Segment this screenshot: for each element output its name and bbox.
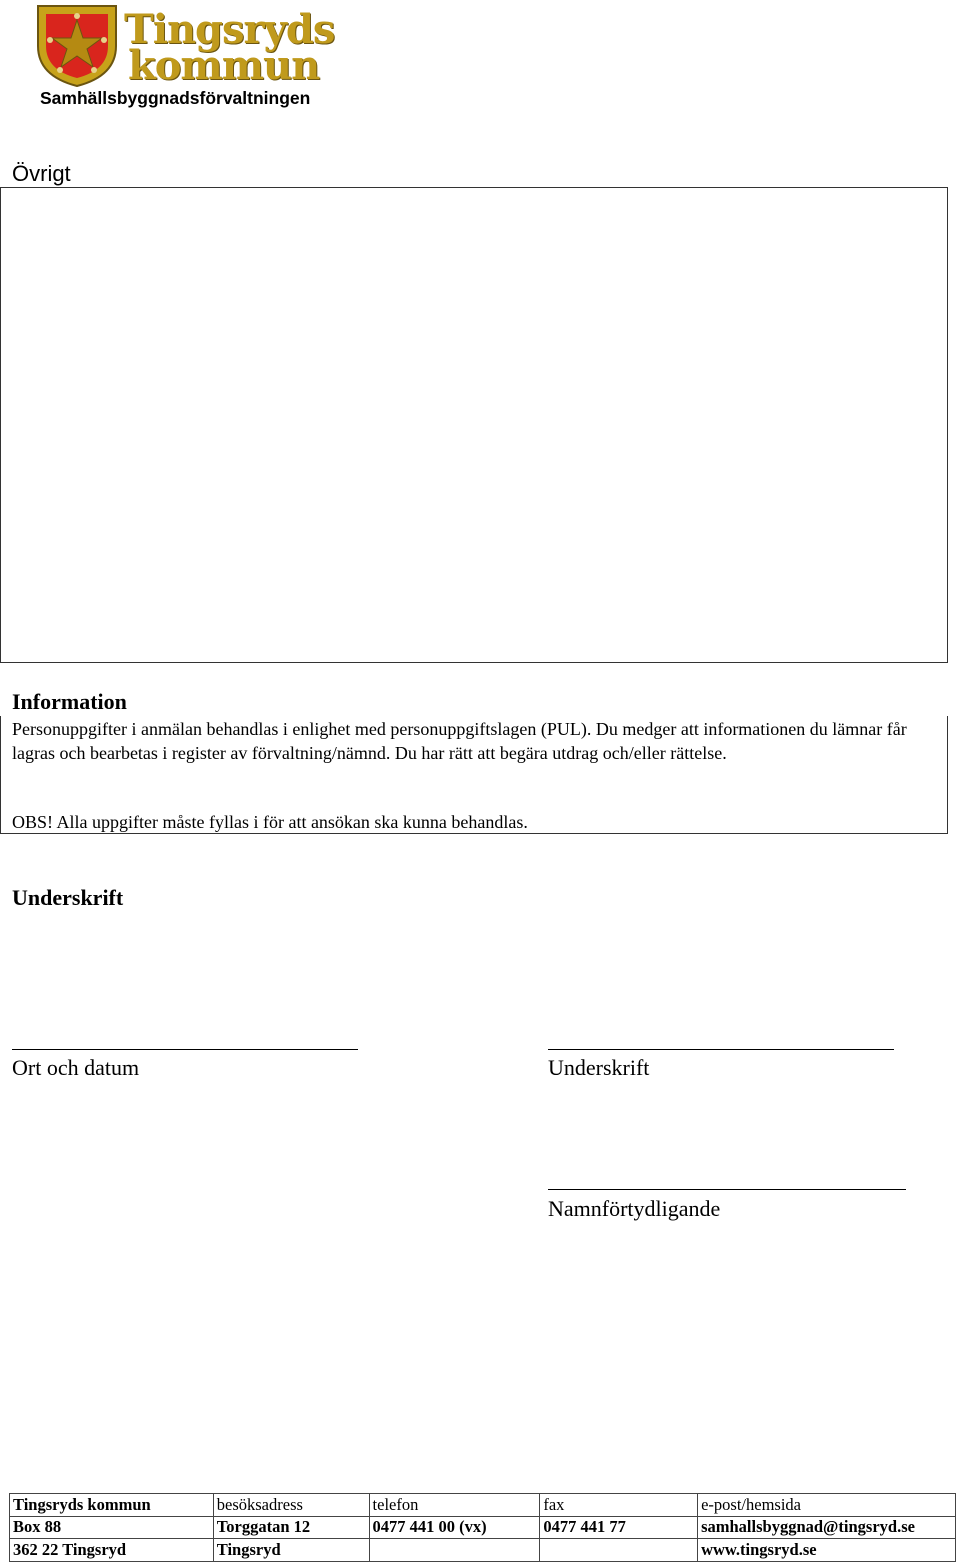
footer-cell: fax [540,1494,698,1517]
signature-heading: Underskrift [12,885,124,910]
information-heading: Information [12,689,127,714]
footer-cell [540,1539,698,1562]
footer-email-link[interactable]: samhallsbyggnad@tingsryd.se [698,1516,956,1539]
information-text: Personuppgifter i anmälan behandlas i enlighet med personuppgiftslagen (PUL). Du medger att informationen du lämnar får lagras och bearbetas i register av förvaltning/nämnd. Du har rätt att begära utdrag och/eller rättelse. [12,719,907,763]
coat-of-arms-icon [36,4,118,88]
footer-row [10,1516,956,1539]
footer-row [10,1539,956,1562]
municipality-logo [36,4,336,108]
footer-cell: 0477 441 77 [540,1516,698,1539]
footer-cell: 362 22 Tingsryd [10,1539,214,1562]
logo-name-line2: kommun [128,42,320,89]
place-date-line[interactable] [12,1049,358,1050]
signature-label: Underskrift [548,1055,650,1080]
footer-cell: Torggatan 12 [213,1516,369,1539]
footer-cell: e-post/hemsida [698,1494,956,1517]
footer-contact-table [9,1493,956,1562]
footer-cell: telefon [369,1494,540,1517]
footer-website-link[interactable]: www.tingsryd.se [698,1539,956,1562]
footer-cell: besöksadress [213,1494,369,1517]
name-clarification-label: Namnförtydligande [548,1196,721,1221]
name-clarification-line[interactable] [548,1189,906,1190]
footer-cell: Tingsryds kommun [10,1494,214,1517]
obs-note: OBS! Alla uppgifter måste fyllas i för att ansökan ska kunna behandlas. [12,812,528,832]
logo-name-line1: Tingsryds [124,6,335,53]
footer-cell: Box 88 [10,1516,214,1539]
footer-header-row [10,1494,956,1517]
ovrigt-heading: Övrigt [12,161,71,186]
footer-cell [369,1539,540,1562]
department-name: Samhällsbyggnadsförvaltningen [40,88,311,108]
ovrigt-text-area[interactable] [0,187,948,663]
footer-cell: Tingsryd [213,1539,369,1562]
signature-line[interactable] [548,1049,894,1050]
footer-cell: 0477 441 00 (vx) [369,1516,540,1539]
place-date-label: Ort och datum [12,1055,140,1080]
